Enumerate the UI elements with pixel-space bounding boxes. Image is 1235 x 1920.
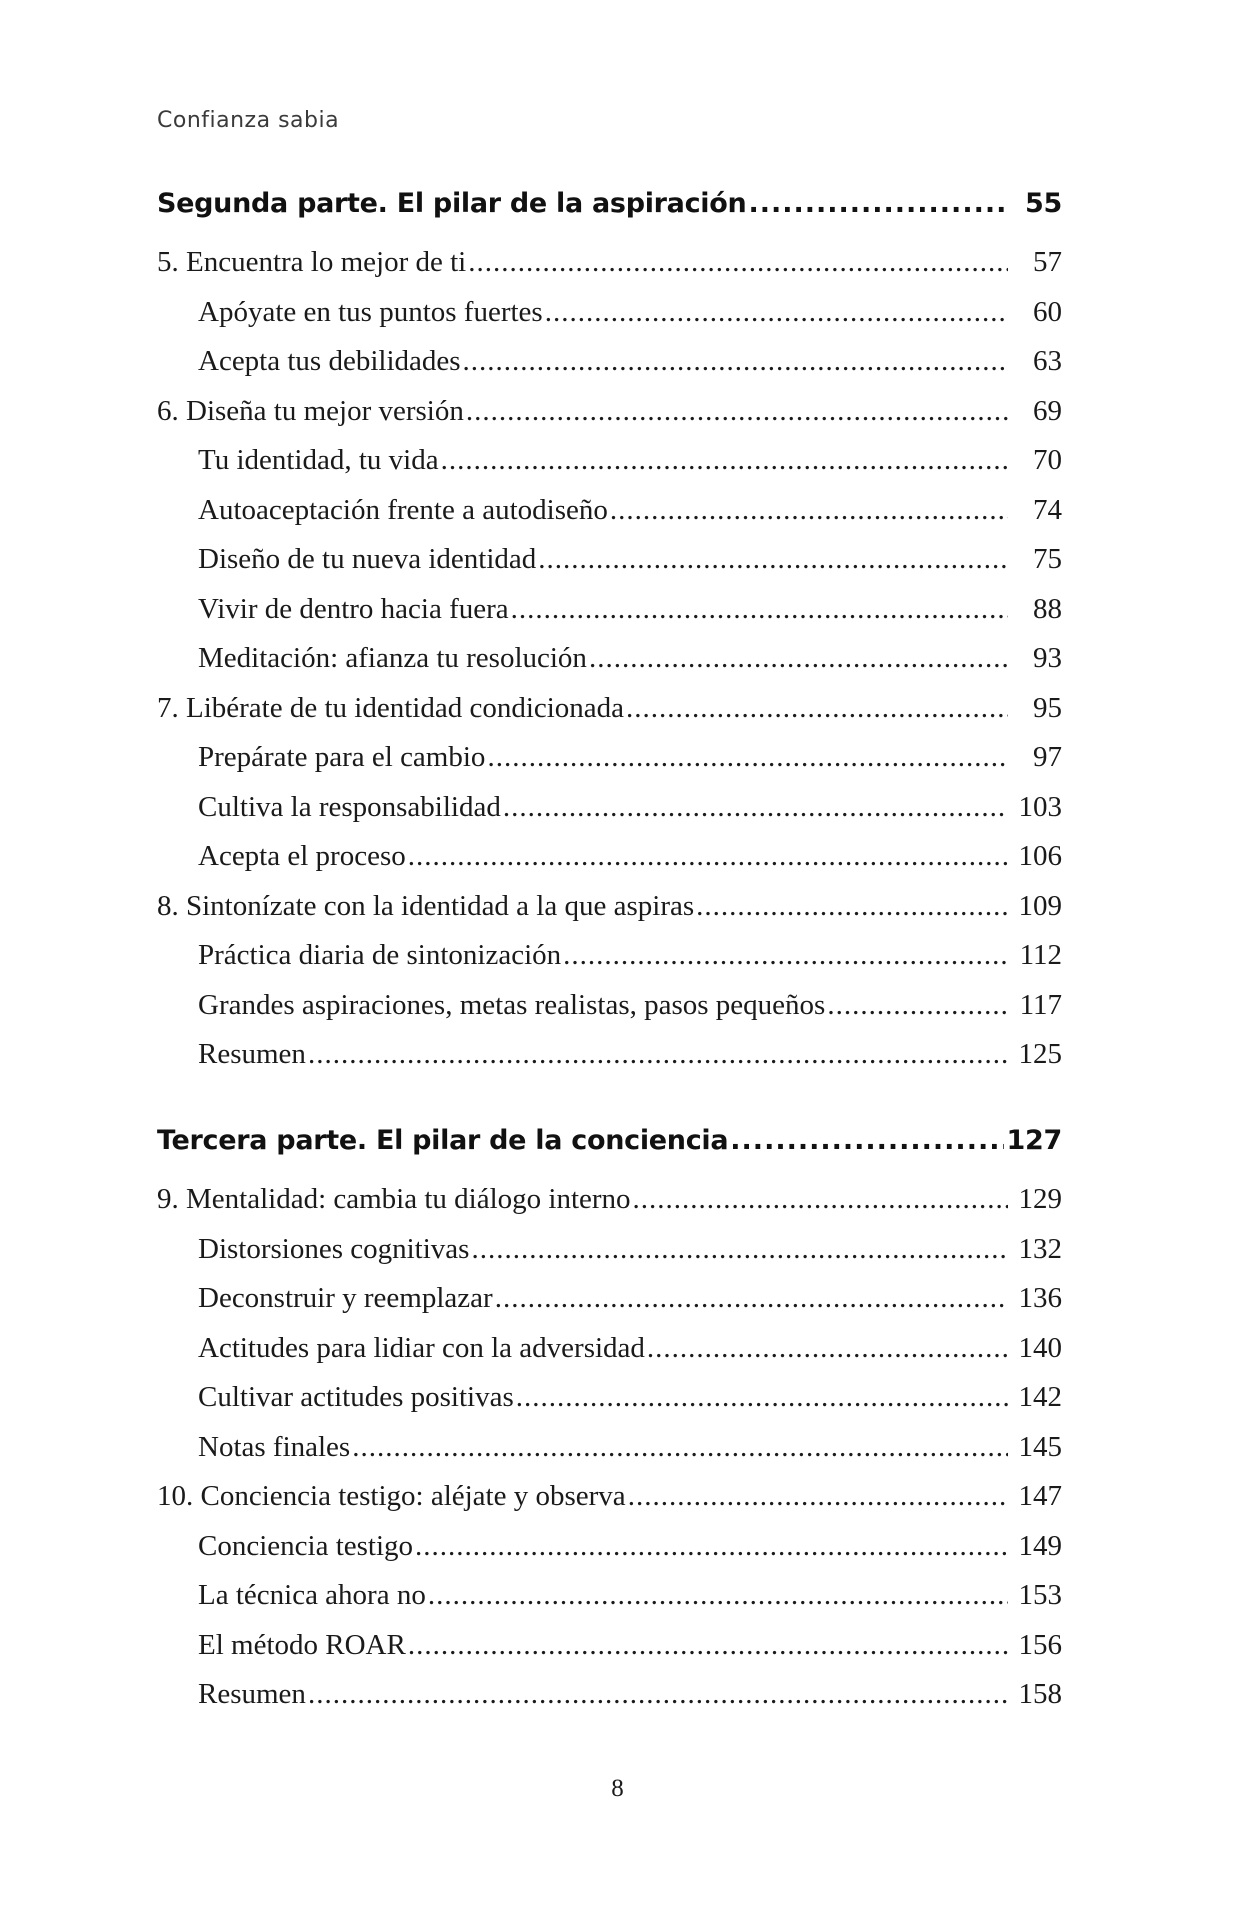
dot-leader: [487, 741, 1008, 774]
toc-entry-title: Prepárate para el cambio: [198, 741, 486, 773]
toc-entry-title: El método ROAR: [198, 1628, 406, 1661]
toc-entry-title: Tu identidad, tu vida: [198, 444, 439, 476]
dot-leader: [441, 444, 1008, 477]
toc-section: [157, 642, 1062, 692]
toc-part-heading: [157, 188, 1062, 246]
toc-page-number: 55: [1025, 188, 1062, 219]
toc-entry-title: Diseño de tu nueva identidad: [198, 543, 537, 575]
toc-page-number: 97: [1033, 741, 1062, 773]
toc-section: [157, 840, 1062, 890]
toc-page-number: 136: [1018, 1282, 1062, 1314]
toc-page-number: 145: [1018, 1430, 1062, 1463]
toc-entry-title: Grandes aspiraciones, metas realistas, pasos pequeños: [198, 988, 826, 1021]
toc-entry-title: La técnica ahora no: [198, 1579, 426, 1611]
toc-page-number: 158: [1018, 1678, 1062, 1710]
toc-section: [157, 1332, 1062, 1382]
toc-section: [157, 444, 1062, 494]
toc-part-two: [157, 188, 1062, 1088]
toc-entry-title: Acepta tus debilidades: [198, 345, 461, 377]
toc-part-heading: [157, 1125, 1062, 1183]
toc-page-number: 88: [1033, 592, 1062, 625]
toc-page-number: 109: [1018, 889, 1062, 922]
dot-leader: [352, 1431, 1008, 1464]
dot-leader: [408, 1629, 1008, 1662]
dot-leader: [626, 692, 1008, 725]
toc-page-number: 106: [1018, 840, 1062, 872]
dot-leader: [633, 1183, 1008, 1216]
toc-entry-title: Distorsiones cognitivas: [198, 1232, 470, 1265]
toc-page-number: 70: [1033, 444, 1062, 476]
toc-entry-title: 10. Conciencia testigo: aléjate y observa: [157, 1480, 626, 1512]
toc-page-number: 132: [1018, 1232, 1062, 1265]
dot-leader: [503, 791, 1008, 824]
dot-leader: [511, 593, 1008, 626]
toc-page-number: 93: [1033, 642, 1062, 674]
toc-entry-title: Vivir de dentro hacia fuera: [198, 592, 509, 625]
toc-page-number: 156: [1018, 1628, 1062, 1661]
toc-entry-title: Segunda parte. El pilar de la aspiración: [157, 188, 747, 219]
toc-chapter: [157, 246, 1062, 296]
dot-leader: [308, 1038, 1008, 1071]
dot-leader: [308, 1678, 1008, 1711]
toc-entry-title: 9. Mentalidad: cambia tu diálogo interno: [157, 1183, 631, 1215]
toc-page-number: 142: [1018, 1381, 1062, 1413]
dot-leader: [730, 1125, 1004, 1156]
toc-entry-title: 7. Libérate de tu identidad condicionada: [157, 691, 625, 724]
toc-page-number: 63: [1033, 345, 1062, 377]
dot-leader: [748, 188, 1004, 219]
dot-leader: [628, 1480, 1008, 1513]
toc-entry-title: 6. Diseña tu mejor versión: [157, 394, 464, 427]
toc-section: [157, 1431, 1062, 1481]
toc-section: [157, 494, 1062, 544]
toc-page-number: 125: [1018, 1038, 1062, 1070]
toc-page-number: 74: [1033, 493, 1062, 526]
dot-leader: [516, 1381, 1008, 1414]
dot-leader: [610, 494, 1008, 527]
toc-page-number: 149: [1018, 1529, 1062, 1562]
toc-section: [157, 296, 1062, 346]
dot-leader: [471, 1233, 1008, 1266]
toc-entry-title: Tercera parte. El pilar de la conciencia: [157, 1125, 729, 1156]
toc-page-number: 129: [1018, 1183, 1062, 1215]
toc-chapter: [157, 1183, 1062, 1233]
dot-leader: [538, 543, 1008, 576]
dot-leader: [545, 296, 1008, 329]
dot-leader: [428, 1579, 1008, 1612]
toc-section: [157, 1678, 1062, 1728]
dot-leader: [589, 642, 1008, 675]
toc-page-number: 95: [1033, 691, 1062, 724]
toc-entry-title: Autoaceptación frente a autodiseño: [198, 493, 608, 526]
toc-entry-title: Meditación: afianza tu resolución: [198, 642, 587, 674]
dot-leader: [696, 890, 1008, 923]
dot-leader: [563, 939, 1008, 972]
toc-page-number: 117: [1019, 988, 1062, 1021]
toc-page-number: 57: [1033, 246, 1062, 278]
toc-entry-title: Cultiva la responsabilidad: [198, 790, 501, 823]
toc-section: [157, 1579, 1062, 1629]
toc-page-number: 147: [1018, 1480, 1062, 1512]
dot-leader: [466, 395, 1008, 428]
toc-page-number: 153: [1018, 1579, 1062, 1611]
toc-entry-title: Acepta el proceso: [198, 840, 406, 872]
toc-entry-title: Resumen: [198, 1678, 306, 1710]
toc-entry-title: Cultivar actitudes positivas: [198, 1381, 514, 1413]
dot-leader: [468, 246, 1008, 279]
toc-page-number: 60: [1033, 295, 1062, 328]
toc-section: [157, 939, 1062, 989]
toc-entry-title: Resumen: [198, 1038, 306, 1070]
toc-chapter: [157, 890, 1062, 940]
toc-entry-title: Apóyate en tus puntos fuertes: [198, 295, 543, 328]
dot-leader: [463, 345, 1008, 378]
page-number: 8: [611, 1775, 624, 1802]
toc-entry-title: Deconstruir y reemplazar: [198, 1282, 493, 1314]
toc-page-number: 75: [1033, 543, 1062, 575]
toc-section: [157, 1282, 1062, 1332]
dot-leader: [415, 1530, 1008, 1563]
toc-section: [157, 741, 1062, 791]
toc-chapter: [157, 1480, 1062, 1530]
toc-entry-title: 5. Encuentra lo mejor de ti: [157, 246, 467, 278]
dot-leader: [647, 1332, 1008, 1365]
toc-page-number: 127: [1006, 1125, 1062, 1156]
toc-section: [157, 989, 1062, 1039]
toc-section: [157, 1038, 1062, 1088]
toc-section: [157, 593, 1062, 643]
dot-leader: [827, 989, 1008, 1022]
dot-leader: [408, 840, 1008, 873]
toc-entry-title: Práctica diaria de sintonización: [198, 939, 562, 971]
toc-page-number: 140: [1018, 1331, 1062, 1364]
toc-page-number: 103: [1018, 790, 1062, 823]
running-head: Confianza sabia: [157, 108, 340, 133]
toc-section: [157, 543, 1062, 593]
toc-part-three: [157, 1125, 1062, 1728]
toc-entry-title: Conciencia testigo: [198, 1529, 414, 1562]
toc-entry-title: Actitudes para lidiar con la adversidad: [198, 1331, 645, 1364]
toc-section: [157, 1530, 1062, 1580]
toc-section: [157, 345, 1062, 395]
toc-page-number: 112: [1019, 939, 1062, 971]
toc-entry-title: 8. Sintonízate con la identidad a la que aspiras: [157, 889, 695, 922]
toc-section: [157, 791, 1062, 841]
toc-section: [157, 1629, 1062, 1679]
toc-chapter: [157, 692, 1062, 742]
toc-page-number: 69: [1033, 394, 1062, 427]
toc-entry-title: Notas finales: [198, 1430, 351, 1463]
toc-section: [157, 1381, 1062, 1431]
toc-section: [157, 1233, 1062, 1283]
toc-chapter: [157, 395, 1062, 445]
dot-leader: [495, 1282, 1008, 1315]
